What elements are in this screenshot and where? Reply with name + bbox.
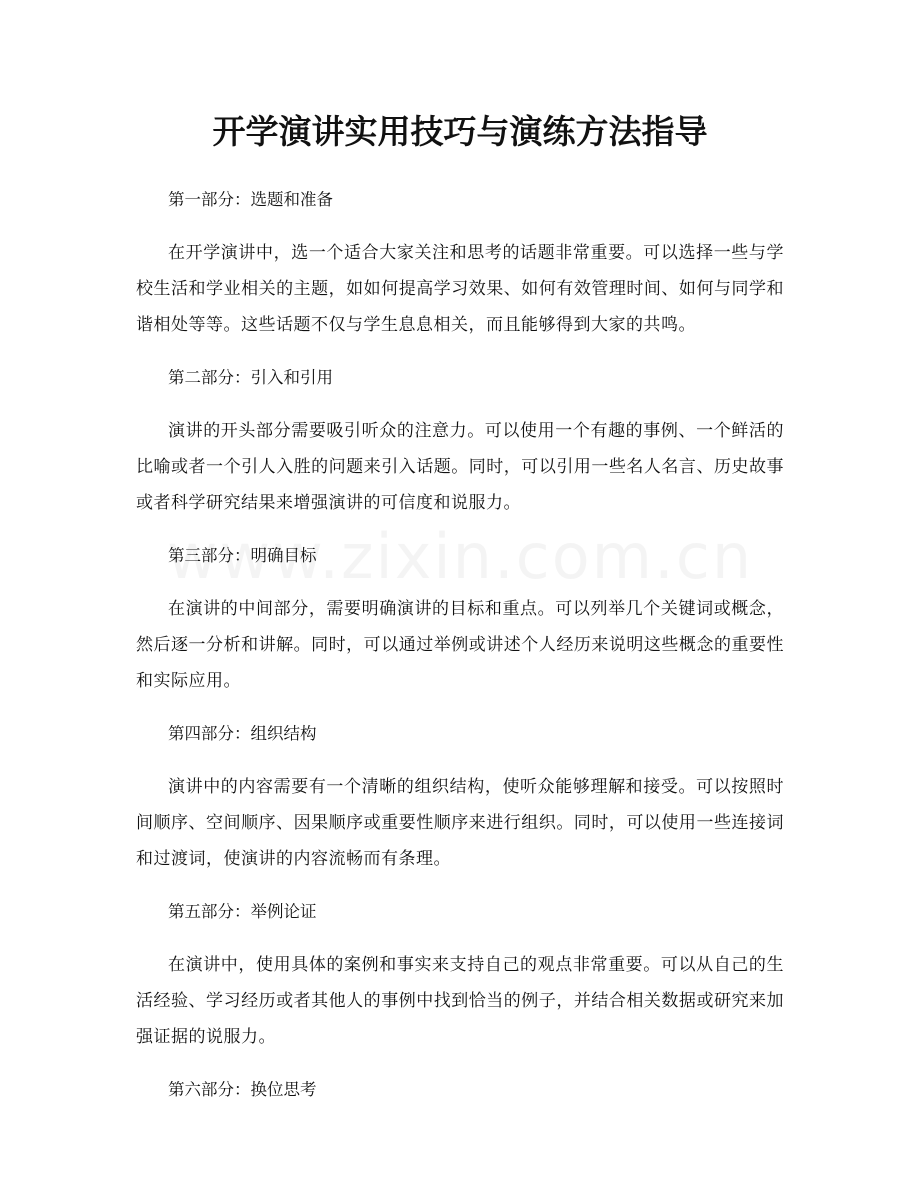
- section-paragraph-3: 在演讲的中间部分，需要明确演讲的目标和重点。可以列举几个关键词或概念，然后逐一分析和讲解。同时，可以通过举例或讲述个人经历来说明这些概念的重要性和实际应用。: [136, 599, 784, 691]
- section-heading-2: 第二部分：引入和引用: [168, 368, 333, 387]
- section-heading-1: 第一部分：选题和准备: [168, 190, 333, 209]
- section-paragraph-4: 演讲中的内容需要有一个清晰的组织结构，使听众能够理解和接受。可以按照时间顺序、空间顺序、因果顺序或重要性顺序来进行组织。同时，可以使用一些连接词和过渡词，使演讲的内容流畅而有条理。: [136, 777, 784, 869]
- section-heading-5: 第五部分：举例论证: [168, 902, 317, 921]
- section-heading-3: 第三部分：明确目标: [168, 546, 317, 565]
- section-heading-6: 第六部分：换位思考: [168, 1080, 317, 1099]
- document-body: [136, 182, 784, 1125]
- section-paragraph-1: 在开学演讲中，选一个适合大家关注和思考的话题非常重要。可以选择一些与学校生活和学业相关的主题，如如何提高学习效果、如何有效管理时间、如何与同学和谐相处等等。这些话题不仅与学生息息相关，而且能够得到大家的共鸣。: [136, 243, 784, 335]
- document-title: 开学演讲实用技巧与演练方法指导: [212, 112, 708, 151]
- section-paragraph-2: 演讲的开头部分需要吸引听众的注意力。可以使用一个有趣的事例、一个鲜活的比喻或者一个引人入胜的问题来引入话题。同时，可以引用一些名人名言、历史故事或者科学研究结果来增强演讲的可信度和说服力。: [136, 421, 784, 513]
- section-heading-4: 第四部分：组织结构: [168, 724, 317, 743]
- section-paragraph-5: 在演讲中，使用具体的案例和事实来支持自己的观点非常重要。可以从自己的生活经验、学习经历或者其他人的事例中找到恰当的例子，并结合相关数据或研究来加强证据的说服力。: [136, 955, 784, 1047]
